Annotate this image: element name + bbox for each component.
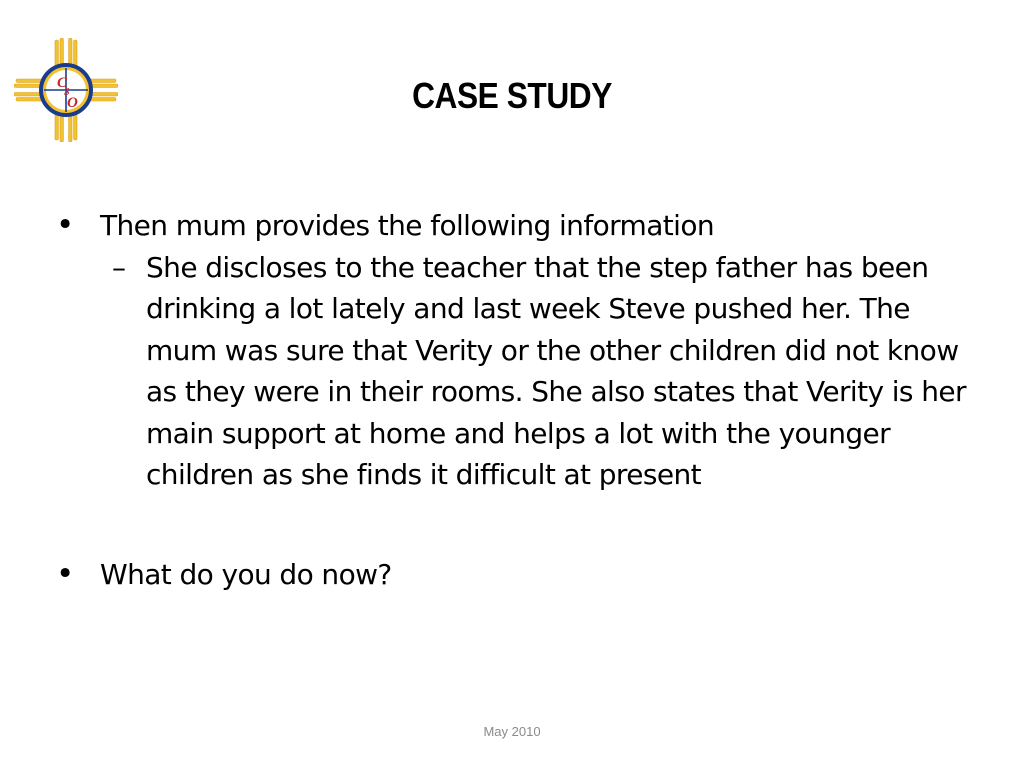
footer-date: May 2010 (483, 724, 541, 739)
bullet-text: Then mum provides the following information (100, 209, 714, 242)
sub-bullet-item (56, 247, 966, 496)
svg-text:O: O (67, 95, 78, 111)
slide-body (56, 205, 966, 595)
sub-bullet-mark: – (112, 250, 126, 284)
bullet-mark: • (56, 207, 75, 243)
sub-bullet-text: She discloses to the teacher that the step father has been drinking a lot lately and last week Steve pushed her. The mum was sure that Verity or the other children did not know as they were in their rooms. She also states that Verity is her main support at home and helps a lot with the younger children as she finds it difficult at present (146, 250, 966, 491)
slide-title: CASE STUDY (412, 75, 612, 116)
bullet-item (56, 205, 966, 247)
bullet-text: What do you do now? (100, 557, 392, 591)
bullet-item (56, 554, 966, 596)
svg-text:C: C (57, 75, 68, 91)
svg-text:S: S (64, 87, 70, 98)
bullet-mark: • (56, 555, 75, 592)
spacer (56, 496, 966, 554)
